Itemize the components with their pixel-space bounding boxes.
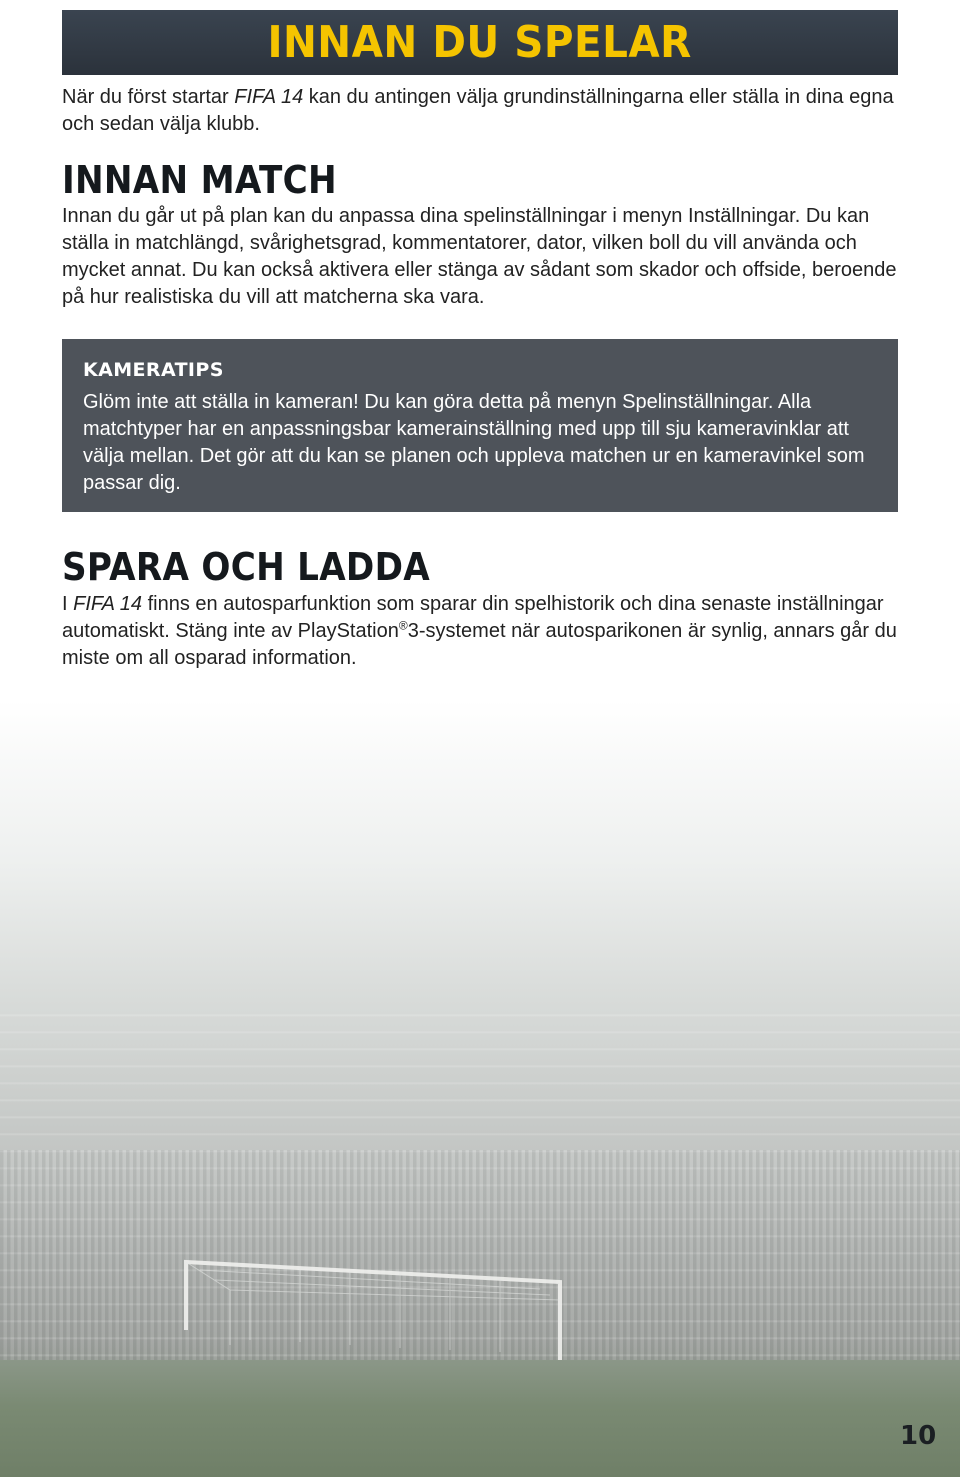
tip-box [62,339,898,512]
save-game-name: FIFA 14 [73,593,143,615]
section-heading-innan-match: INNAN MATCH [62,158,337,202]
tip-body: Glöm inte att ställa in kameran! Du kan göra detta på menyn Spelinställningar. Alla matchtyper har en anpassningsbar kamerainställning med upp till sju kameravinklar att välja mellan. Det gör att du kan se planen och uppleva matchen ur en kameravinkel som passar dig. [83,391,865,494]
intro-text-part1: När du först startar [62,86,235,108]
page-title: INNAN DU SPELAR [267,17,693,68]
section-body-innan-match: Innan du går ut på plan kan du anpassa dina spelinställningar i menyn Inställningar. Du kan ställa in matchlängd, svårighetsgrad, kommentatorer, dator, vilken boll du vill använda och mycket annat. Du kan också aktivera eller stänga av sådant som skador och offside, beroende på hur realistiska du vill att matcherna ska vara. [62,205,897,308]
page-number: 10 [900,1421,937,1451]
save-text-part3: 3-systemet när autosparikonen är synlig, annars går du miste om all osparad information. [62,620,897,669]
section-heading-spara-och-ladda: SPARA OCH LADDA [62,545,431,589]
intro-text-part2: kan du antingen välja grundinställningarna eller ställa in dina egna och sedan välja klubb. [62,86,894,135]
section-body-spara-och-ladda [62,591,898,672]
save-text-part2: finns en autosparfunktion som sparar din spelhistorik och dina senaste inställningar automatiskt. Stäng inte av PlayStation [62,593,884,642]
page-title-banner [62,10,898,75]
intro-paragraph [62,84,898,138]
tip-heading: KAMERATIPS [83,359,224,381]
intro-game-name: FIFA 14 [234,86,304,108]
save-text-part1: I [62,593,74,615]
registered-mark: ® [398,618,408,633]
